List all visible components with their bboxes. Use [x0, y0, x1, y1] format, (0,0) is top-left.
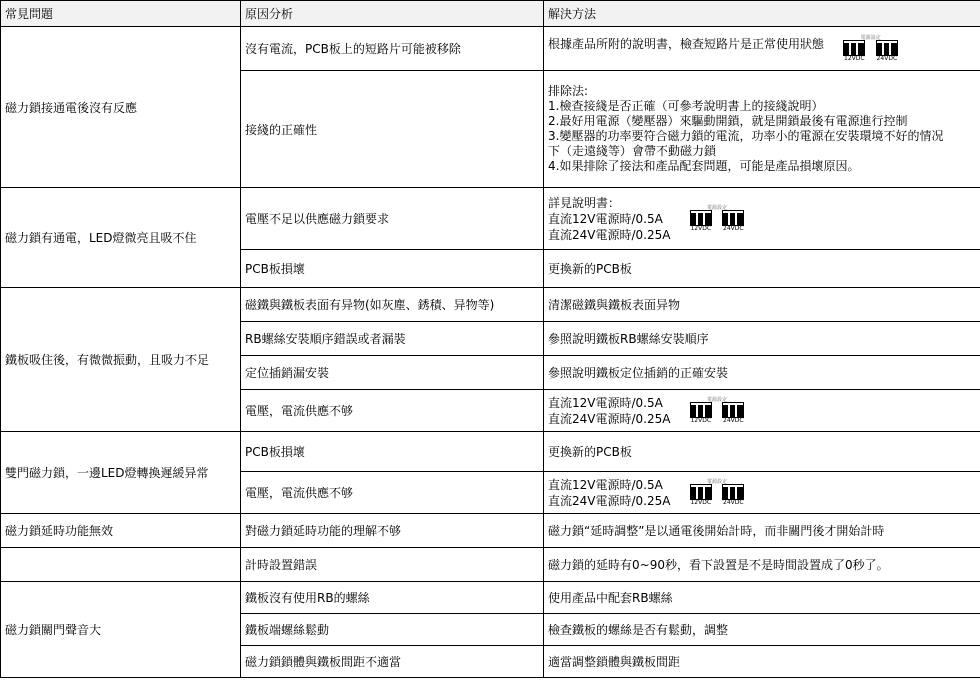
solution-line: 3.變壓器的功率要符合磁力鎖的電流，功率小的電源在安裝環境不好的情况: [548, 129, 944, 143]
cause-cell: 磁力鎖鎖體與鐵板間距不適當: [241, 646, 544, 678]
cause-cell: 沒有電流，PCB板上的短路片可能被移除: [241, 27, 544, 71]
problem-cell: 雙門磁力鎖，一邊LED燈轉換遲緩异常: [1, 432, 241, 514]
jumper-caption: 電源設定: [707, 479, 728, 485]
table-row: [1, 582, 980, 614]
solution-text: 根據產品所附的說明書，檢查短路片是正常使用狀態: [548, 37, 825, 51]
cause-cell: 計時設置錯誤: [241, 548, 544, 582]
jumper-diagram: [690, 479, 743, 506]
jumper-pin-icon: [691, 211, 711, 225]
problem-cell: 磁力鎖接通電後沒有反應: [1, 27, 241, 188]
solution-line: 排除法:: [548, 84, 589, 98]
cause-cell: PCB板損壞: [241, 432, 544, 472]
solution-line: 1.檢查接綫是否正確（可參考說明書上的接綫說明）: [548, 99, 824, 113]
jumper-diagram: [690, 205, 743, 232]
cause-cell: 鐵板端螺絲鬆動: [241, 614, 544, 646]
jumper-diagram: [844, 35, 897, 62]
cause-cell: 接綫的正確性: [241, 71, 544, 188]
header-solution: 解決方法: [544, 1, 980, 27]
jumper-caption: 電源設定: [707, 205, 728, 211]
jumper-caption: 電源設定: [860, 35, 881, 41]
solution-cell: 更換新的PCB板: [544, 250, 980, 288]
jumper-caption: 電源設定: [707, 397, 728, 403]
solution-cell: 更換新的PCB板: [544, 432, 980, 472]
cause-cell: 電壓，電流供應不够: [241, 472, 544, 514]
jumper-pin-icon: [844, 41, 864, 55]
solution-cell: 磁力鎖的延時有0~90秒，看下設置是不是時間設置成了0秒了。: [544, 548, 980, 582]
cause-cell: 電壓，電流供應不够: [241, 390, 544, 432]
table-row: [1, 288, 980, 322]
solution-line: 直流24V電源時/0.25A: [548, 411, 671, 426]
solution-line: 直流24V電源時/0.25A: [548, 227, 671, 242]
problem-cell: 磁力鎖關門聲音大: [1, 582, 241, 678]
solution-cell: 參照說明鐵板定位插銷的正確安裝: [544, 356, 980, 390]
jumper-label: 24VDC: [723, 499, 744, 506]
problem-cell: 鐵板吸住後，有微微振動，且吸力不足: [1, 288, 241, 432]
solution-line: 直流12V電源時/0.5A: [548, 211, 663, 226]
table-row: [1, 27, 980, 71]
solution-cell: [544, 71, 980, 188]
table-row: [1, 514, 980, 548]
solution-cell: [544, 27, 980, 71]
cause-cell: 對磁力鎖延時功能的理解不够: [241, 514, 544, 548]
solution-cell: 清潔磁鐵與鐵板表面异物: [544, 288, 980, 322]
cause-cell: PCB板損壞: [241, 250, 544, 288]
solution-cell: [544, 472, 980, 514]
solution-cell: 使用產品中配套RB螺絲: [544, 582, 980, 614]
solution-line: 4.如果排除了接法和產品配套問題，可能是產品損壞原因。: [548, 159, 860, 173]
solution-cell: [544, 188, 980, 250]
table-row: [1, 188, 980, 250]
jumper-label: 24VDC: [723, 225, 744, 232]
jumper-pin-icon: [723, 485, 743, 499]
solution-line: 2.最好用電源（變壓器）來驅動開鎖，就是開鎖最後有電源進行控制: [548, 114, 908, 128]
solution-line: 詳見說明書：: [548, 195, 621, 210]
jumper-pin-icon: [723, 403, 743, 417]
cause-cell: 電壓不足以供應磁力鎖要求: [241, 188, 544, 250]
problem-cell-empty: [1, 548, 241, 582]
header-cause: 原因分析: [241, 1, 544, 27]
jumper-label: 12VDC: [690, 499, 712, 506]
jumper-label: 12VDC: [844, 55, 865, 62]
solution-line: 直流12V電源時/0.5A: [548, 477, 663, 492]
jumper-pin-icon: [723, 211, 743, 225]
jumper-pin-icon: [691, 403, 711, 417]
table-row: [1, 432, 980, 472]
jumper-pin-icon: [877, 41, 897, 55]
solution-cell: 參照說明鐵板RB螺絲安裝順序: [544, 322, 980, 356]
solution-cell: [544, 390, 980, 432]
header-row: [1, 1, 980, 27]
jumper-label: 12VDC: [690, 225, 712, 232]
problem-cell: 磁力鎖有通電，LED燈微亮且吸不住: [1, 188, 241, 288]
jumper-label: 24VDC: [876, 55, 898, 62]
jumper-label: 24VDC: [723, 417, 744, 424]
solution-cell: 磁力鎖“延時調整”是以通電後開始計時，而非關門後才開始計時: [544, 514, 980, 548]
jumper-diagram: [690, 397, 743, 424]
cause-cell: 定位插銷漏安裝: [241, 356, 544, 390]
header-problem: 常見問題: [1, 1, 241, 27]
solution-line: 下（走遠綫等）會帶不動磁力鎖: [548, 144, 717, 158]
solution-line: 直流24V電源時/0.25A: [548, 493, 671, 508]
solution-line: 直流12V電源時/0.5A: [548, 395, 663, 410]
cause-cell: 磁鐵與鐵板表面有异物(如灰塵、銹積、异物等): [241, 288, 544, 322]
problem-cell: 磁力鎖延時功能無效: [1, 514, 241, 548]
jumper-label: 12VDC: [690, 417, 712, 424]
cause-cell: 鐵板沒有使用RB的螺絲: [241, 582, 544, 614]
table-row: [1, 548, 980, 582]
solution-cell: 檢查鐵板的螺絲是否有鬆動，調整: [544, 614, 980, 646]
cause-cell: RB螺絲安裝順序錯誤或者漏裝: [241, 322, 544, 356]
solution-cell: 適當調整鎖體與鐵板間距: [544, 646, 980, 678]
jumper-pin-icon: [691, 485, 711, 499]
